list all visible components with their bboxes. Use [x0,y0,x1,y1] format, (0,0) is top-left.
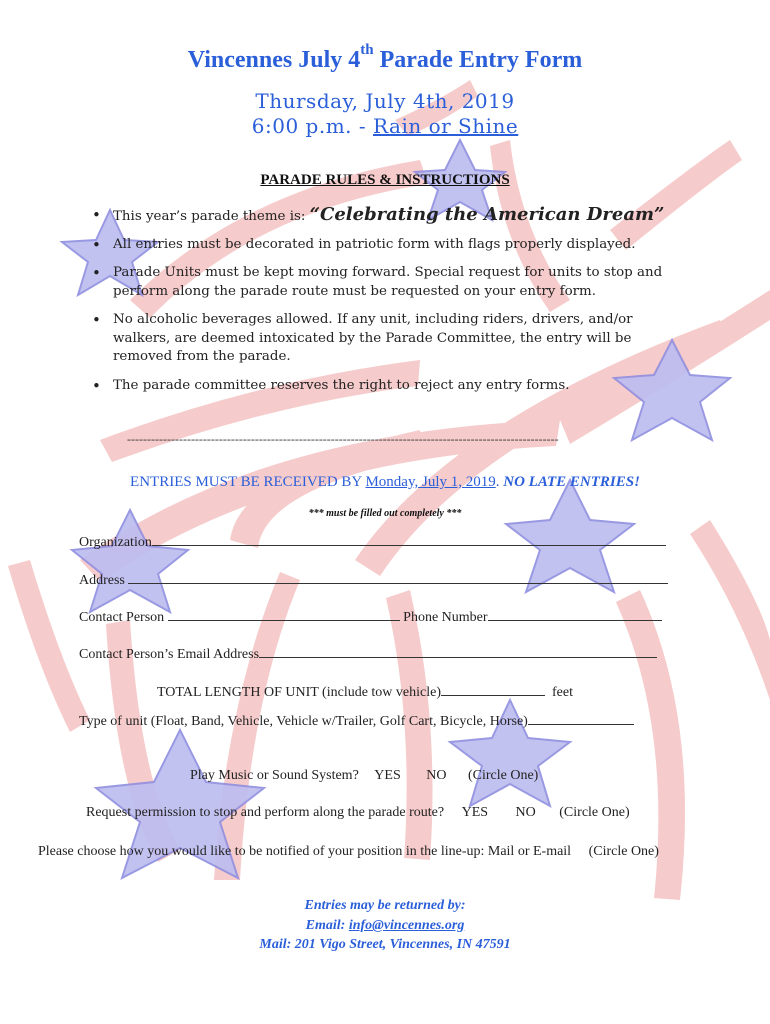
stop-no-option[interactable]: NO [515,805,536,820]
contact-person-field[interactable] [168,608,400,621]
email-label: Contact Person’s Email Address [79,647,260,662]
divider: ------------------------------------------------------------------------------------------------------------ [127,432,559,446]
contact-row [79,608,662,626]
fill-note: *** must be filled out completely *** [308,508,462,519]
phone-number-label: Phone Number [403,610,488,625]
music-circle-one: (Circle One) [467,768,539,783]
email-row [79,645,657,663]
event-time: 6:00 p.m. - Rain or Shine [251,114,519,138]
page-title: Vincennes July 4th Parade Entry Form [187,42,583,73]
rule-theme: • This year’s parade theme is: “Celebrating the American Dream” [92,206,692,227]
music-no-option[interactable]: NO [426,768,447,783]
music-question [190,768,538,784]
return-mail: Mail: 201 Vigo Street, Vincennes, IN 47591 [259,937,511,952]
deadline-notice: ENTRIES MUST BE RECEIVED BY Monday, July 1, 2019. NO LATE ENTRIES! [130,474,640,490]
music-yes-option[interactable]: YES [374,768,401,783]
address-label: Address [79,573,125,588]
total-length-label: TOTAL LENGTH OF UNIT (include tow vehicle) [157,685,441,700]
contact-person-label: Contact Person [79,610,165,625]
rules-list [92,206,692,395]
stop-circle-one: (Circle One) [559,805,630,820]
rules-heading: PARADE RULES & INSTRUCTIONS [260,172,510,188]
address-field[interactable] [128,571,668,584]
notify-circle-one: (Circle One) [588,844,659,859]
organization-row [79,533,666,551]
event-date: Thursday, July 4th, 2019 [255,89,515,113]
email-field[interactable] [259,645,657,658]
organization-label: Organization [79,535,152,550]
phone-number-field[interactable] [488,608,662,621]
return-email: Email: info@vincennes.org [305,918,465,933]
organization-field[interactable] [152,533,666,546]
total-length-field[interactable] [441,683,545,696]
email-link[interactable]: info@vincennes.org [348,918,465,933]
notify-question-label[interactable]: Please choose how you would like to be notified of your position in the line-up: Mail or E-mail [38,844,572,859]
music-question-label: Play Music or Sound System? [190,768,359,783]
rule-reject: • The parade committee reserves the right to reject any entry forms. [92,377,692,396]
unit-type-label: Type of unit (Float, Band, Vehicle, Vehicle w/Trailer, Golf Cart, Bicycle, Horse) [79,714,528,729]
rule-alcohol: • No alcoholic beverages allowed. If any unit, including riders, drivers, and/or walkers, are deemed intoxicated by the Parade Committee, the entry will be removed from the parade. [92,311,692,367]
unit-type-row [79,712,634,730]
length-row [157,683,573,701]
return-heading: Entries may be returned by: [304,898,466,913]
rule-moving: • Parade Units must be kept moving forward. Special request for units to stop and perform along the parade route must be requested on your entry form. [92,264,692,301]
rule-decoration: • All entries must be decorated in patriotic form with flags properly displayed. [92,236,692,255]
stop-question [86,805,630,821]
unit-type-field[interactable] [528,712,634,725]
notify-question [38,844,659,860]
feet-label: feet [552,685,573,700]
stop-question-label: Request permission to stop and perform along the parade route? [86,805,445,820]
address-row [79,571,668,589]
stop-yes-option[interactable]: YES [461,805,489,820]
